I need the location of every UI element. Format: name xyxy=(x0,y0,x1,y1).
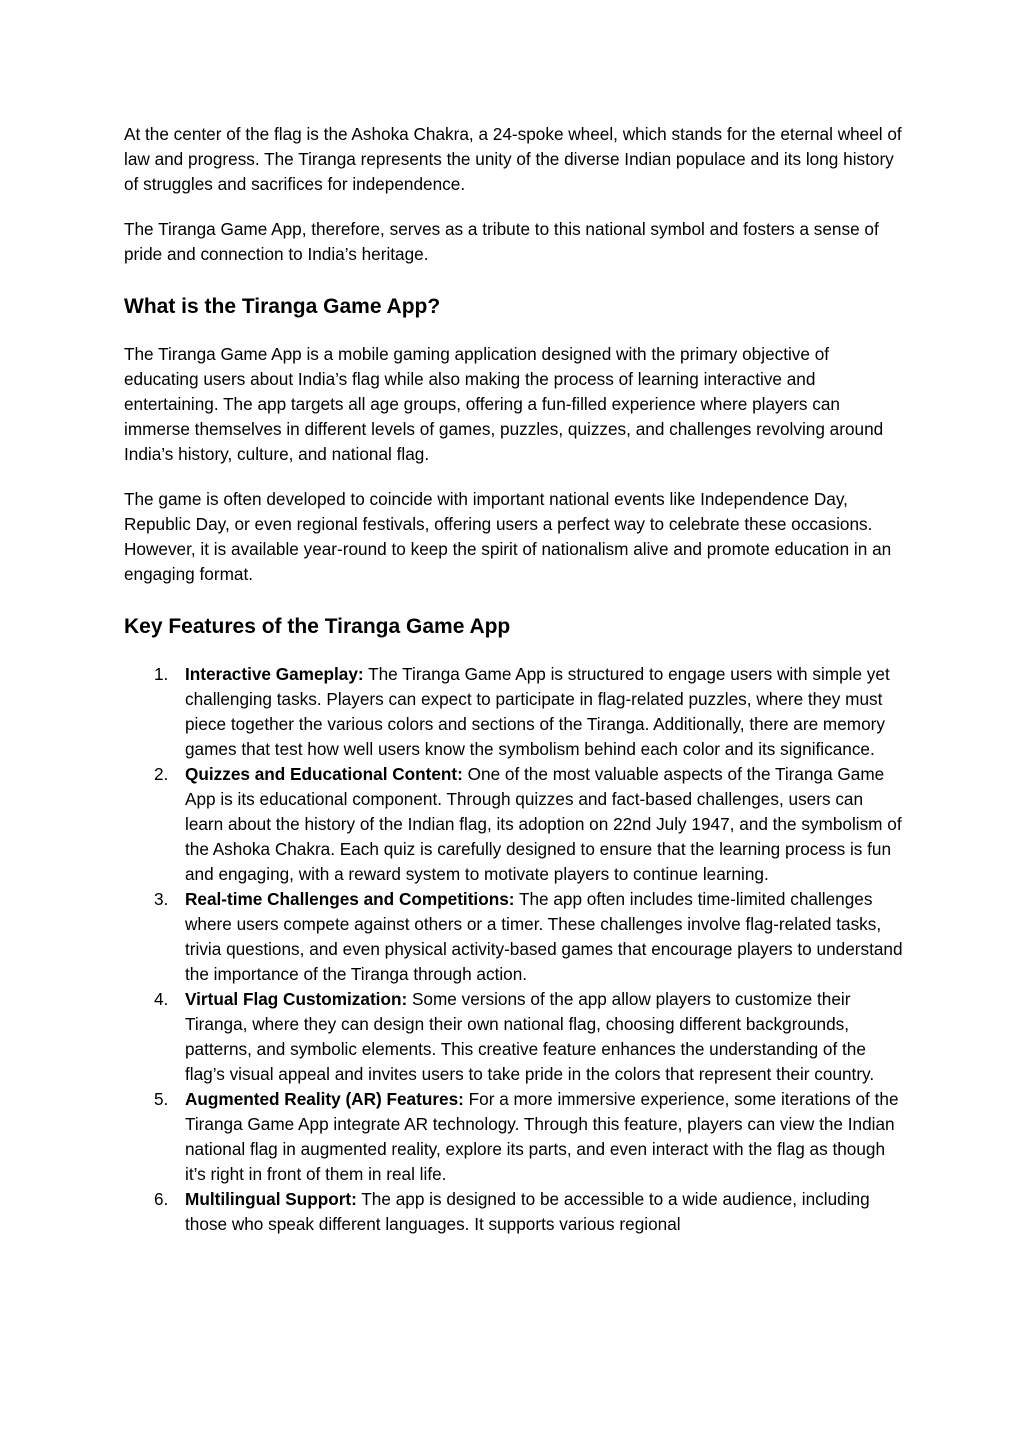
list-item xyxy=(124,1087,904,1187)
list-item-text: One of the most valuable aspects of the Tiranga Game App is its educational component. Through quizzes and fact-based challenges, users can learn about the history of the Indian flag, its adoption on 22nd July 1947, and the symbolism of the Ashoka Chakra. Each quiz is carefully designed to ensure that the learning process is fun and engaging, with a reward system to motivate players to continue learning. xyxy=(185,764,902,884)
intro-paragraph-1: At the center of the flag is the Ashoka Chakra, a 24-spoke wheel, which stands for the eternal wheel of law and progress. The Tiranga represents the unity of the diverse Indian populace and its long history of struggles and sacrifices for independence. xyxy=(124,124,902,194)
feature-list xyxy=(124,662,904,1237)
list-item-number: 4. xyxy=(154,989,169,1009)
list-item-text: For a more immersive experience, some iterations of the Tiranga Game App integrate AR technology. Through this feature, players can view the Indian national flag in augmented reality, explore its parts, and even interact with the flag as though it’s right in front of them in real life. xyxy=(185,1089,899,1184)
list-item xyxy=(124,762,904,887)
what-is-paragraph-2: The game is often developed to coincide with important national events like Independence Day, Republic Day, or even regional festivals, offering users a perfect way to celebrate these occasions. However, it is available year-round to keep the spirit of nationalism alive and promote education in an engaging format. xyxy=(124,489,892,584)
list-item-number: 2. xyxy=(154,764,169,784)
section-heading-key-features: Key Features of the Tiranga Game App xyxy=(124,615,511,638)
intro-paragraph-2: The Tiranga Game App, therefore, serves as a tribute to this national symbol and fosters a sense of pride and connection to India’s heritage. xyxy=(124,219,879,264)
what-is-paragraph-1: The Tiranga Game App is a mobile gaming application designed with the primary objective of educating users about India’s flag while also making the process of learning interactive and entertaining. The app targets all age groups, offering a fun-filled experience where players can immerse themselves in different levels of games, puzzles, quizzes, and challenges revolving around India’s history, culture, and national flag. xyxy=(124,344,884,464)
list-item xyxy=(124,887,904,987)
list-item xyxy=(124,1187,904,1237)
list-item-number: 5. xyxy=(154,1089,169,1109)
list-item-title: Virtual Flag Customization: xyxy=(185,989,408,1009)
list-item-number: 3. xyxy=(154,889,169,909)
list-item-title: Multilingual Support: xyxy=(185,1189,357,1209)
document-page xyxy=(124,122,904,1237)
section-heading-what-is: What is the Tiranga Game App? xyxy=(124,295,441,318)
list-item-title: Augmented Reality (AR) Features: xyxy=(185,1089,464,1109)
list-item-number: 6. xyxy=(154,1189,169,1209)
list-item-text: Some versions of the app allow players to customize their Tiranga, where they can design their own national flag, choosing different backgrounds, patterns, and symbolic elements. This creative feature enhances the understanding of the flag’s visual appeal and invites users to take pride in the colors that represent their country. xyxy=(185,989,875,1084)
list-item-number: 1. xyxy=(154,664,169,684)
list-item-text: The app often includes time-limited challenges where users compete against others or a timer. These challenges involve flag-related tasks, trivia questions, and even physical activity-based games that encourage players to understand the importance of the Tiranga through action. xyxy=(185,889,903,984)
list-item-text: The app is designed to be accessible to a wide audience, including those who speak different languages. It supports various regional xyxy=(185,1189,870,1234)
list-item xyxy=(124,662,904,762)
list-item-text: The Tiranga Game App is structured to engage users with simple yet challenging tasks. Players can expect to participate in flag-related puzzles, where they must piece together the various colors and sections of the Tiranga. Additionally, there are memory games that test how well users know the symbolism behind each color and its significance. xyxy=(185,664,890,759)
list-item-title: Quizzes and Educational Content: xyxy=(185,764,463,784)
list-item-title: Interactive Gameplay: xyxy=(185,664,364,684)
list-item xyxy=(124,987,904,1087)
list-item-title: Real-time Challenges and Competitions: xyxy=(185,889,515,909)
